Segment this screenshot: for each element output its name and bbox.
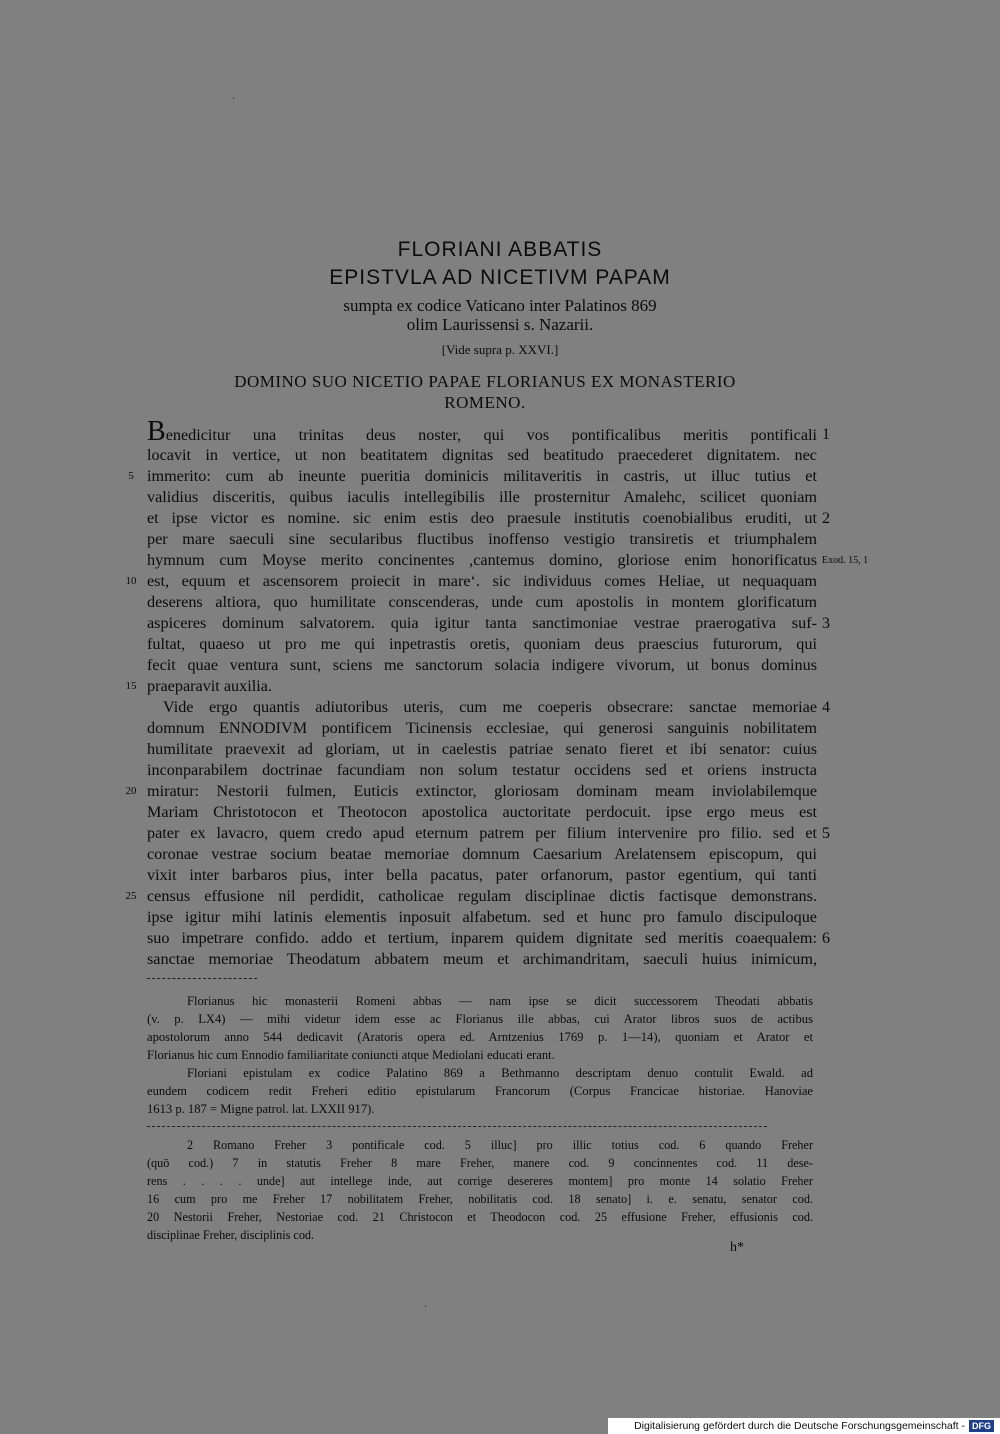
footnote-rule [147, 978, 257, 980]
note-line: Floriani epistulam ex codice Palatino 869 a Bethmanno descriptam denuo contulit Ewald. ad [187, 1066, 813, 1080]
body-line: aspiceres dominum salvatorem. quia igitur tanta sanctimoniae vestrae praerogativa suf- [147, 614, 817, 632]
source-line-3: [Vide supra p. XXVI.] [441, 342, 559, 357]
digitization-credit [608, 1418, 1000, 1434]
note-line: (v. p. LX4) — mihi videtur idem esse ac Florianus ille abbas, cui Arator libros suos de actibus [147, 1012, 813, 1026]
body-line: per mare saeculi sine secularibus fluctibus inoffenso vestigio transiretis et triumphalem [147, 530, 817, 548]
body-line: et ipse victor es nomine. sic enim estis deo praesule institutis coenobialibus eruditi, ut [147, 509, 817, 527]
section-number: 2 [822, 510, 830, 527]
section-number: 1 [822, 426, 830, 443]
note-line: 1613 p. 187 = Migne patrol. lat. LXXII 917). [147, 1102, 375, 1116]
credit-text: Digitalisierung gefördert durch die Deutsche Forschungsgemeinschaft - [634, 1420, 965, 1432]
body-line: humilitate praevexit ad gloriam, ut in caelestis patriae senato fieret et ibi senator: cuius [147, 740, 817, 758]
apparatus-line: 2 Romano Freher 3 pontificale cod. 5 illuc] pro illic totius cod. 6 quando Freher [187, 1138, 813, 1152]
signature-mark: h* [730, 1240, 744, 1255]
apparatus-rule [147, 1126, 767, 1128]
body-line: ipse igitur mihi latinis elementis inposuit alfabetum. sed et hunc pro famulo discipuloque [147, 908, 817, 926]
body-line: Vide ergo quantis adiutoribus uteris, cum me coeperis obsecrare: sanctae memoriae [163, 698, 817, 716]
section-number: 3 [822, 615, 830, 632]
body-line: census effusione nil perdidit, catholicae regulam disciplinae dictis factisque demonstrans. [147, 887, 817, 905]
note-line: eundem codicem redit Freheri editio epistularum Francorum (Corpus Francicae historiae. Hanoviae [147, 1084, 813, 1098]
line-number: 20 [125, 785, 137, 797]
letter-heading-1: DOMINO SUO NICETIO PAPAE FLORIANUS EX MONASTERIO [234, 372, 736, 391]
body-line: Benedicitur una trinitas deus noster, qui vos pontificalibus meritis pontificali [147, 416, 817, 447]
apparatus-line: disciplinae Freher, disciplinis cod. [147, 1228, 315, 1242]
dfg-logo: DFG [969, 1420, 994, 1432]
note-line: Florianus hic cum Ennodio familiaritate coniuncti atque Mediolani educati erant. [147, 1048, 555, 1062]
section-number: 6 [822, 930, 830, 947]
letter-heading-2: ROMENO. [444, 393, 526, 412]
scan-speck: · [232, 94, 236, 105]
body-line: fecit quae ventura sunt, sciens me sanctorum solacia indigere vivorum, ut bonus dominus [147, 656, 817, 674]
body-line: validius disceritis, quibus iaculis intellegibilis ille prosternitur Amalehc, scilicet quoniam [147, 488, 817, 506]
line-number: 15 [125, 680, 137, 692]
line-number: 5 [128, 470, 134, 482]
body-line: suo impetrare confido. addo et tertium, inparem quidem dignitate sed meritis coaequalem: [147, 929, 817, 947]
line-number: 25 [125, 890, 137, 902]
section-number: 5 [822, 825, 830, 842]
body-line: sanctae memoriae Theodatum abbatem meum et archimandritam, saeculi huius inimicum, [147, 950, 817, 968]
body-line: hymnum cum Moyse merito concinentes ,cantemus domino, gloriose enim honorificatus [147, 551, 817, 569]
body-line: pater ex lavacro, quem credo apud eternum patrem per filium intervenire pro filio. sed et [147, 824, 817, 842]
body-line: domnum ENNODIVM pontificem Ticinensis ecclesiae, qui generosi sanguinis nobilitatem [147, 719, 817, 737]
body-line: est, equum et ascensorem proiecit in mare‘. sic individuus comes Heliae, ut nequaquam [147, 572, 817, 590]
body-line: locavit in vertice, ut non beatitatem dignitas sed beatitudo praecederet dignitatem. nec [147, 446, 817, 464]
apparatus-line: 16 cum pro me Freher 17 nobilitatem Freher, nobilitatis cod. 18 senato] i. e. senatu, senator cod. [147, 1192, 813, 1206]
body-line: immerito: cum ab ineunte pueritia dominicis militaveritis in castris, ut illuc tutius et [147, 467, 817, 485]
apparatus-line: 20 Nestorii Freher, Nestoriae cod. 21 Christocon et Theodocon cod. 25 effusione Freher, effusionis cod. [147, 1210, 813, 1224]
body-line: praeparavit auxilia. [147, 677, 272, 695]
note-line: apostolorum anno 544 dedicavit (Aratoris opera ed. Arntzenius 1769 p. 1—14), quoniam et Arator et [147, 1030, 813, 1044]
title-line-2: EPISTVLA AD NICETIVM PAPAM [329, 266, 671, 289]
source-line-1: sumpta ex codice Vaticano inter Palatinos 869 [343, 296, 657, 315]
drop-initial: B [147, 416, 166, 447]
body-line: vixit inter barbaros pius, inter bella pacatus, pater orfanorum, pastor egentium, qui tanti [147, 866, 817, 884]
source-line-2: olim Laurissensi s. Nazarii. [406, 315, 594, 334]
body-line: coronae vestrae socium beatae memoriae domnum Caesarium Arelatensem episcopum, qui [147, 845, 817, 863]
line-number: 10 [125, 575, 137, 587]
section-number: 4 [822, 699, 830, 716]
body-line: Mariam Christotocon et Theotocon apostolica auctoritate perdocuit. ipse ergo meus est [147, 803, 817, 821]
body-line: fultat, quaeso ut pro me qui inpetrastis oretis, quoniam deus praescius futurorum, qui [147, 635, 817, 653]
apparatus-line: (quō cod.) 7 in statutis Freher 8 mare Freher, manere cod. 9 concinnentes cod. 11 dese- [147, 1156, 813, 1170]
apparatus-line: rens . . . . unde] aut intellege inde, aut corrige desereres montem] pro monte 14 solatio Freher [147, 1174, 813, 1188]
margin-reference: Exod. 15, 1 [822, 555, 869, 566]
note-line: Florianus hic monasterii Romeni abbas — nam ipse se dicit successorem Theodati abbatis [187, 994, 813, 1008]
body-line: inconparabilem doctrinae facundiam non solum testatur occidens sed et oriens instructa [147, 761, 817, 779]
scan-speck: · [424, 1302, 428, 1313]
body-line: miratur: Nestorii fulmen, Euticis extinctor, gloriosam dominam meam inviolabilemque [147, 782, 817, 800]
body-line: deserens altiora, quo humilitate conscenderas, unde cum apostolis in montem glorificatum [147, 593, 817, 611]
title-line-1: FLORIANI ABBATIS [397, 238, 603, 261]
